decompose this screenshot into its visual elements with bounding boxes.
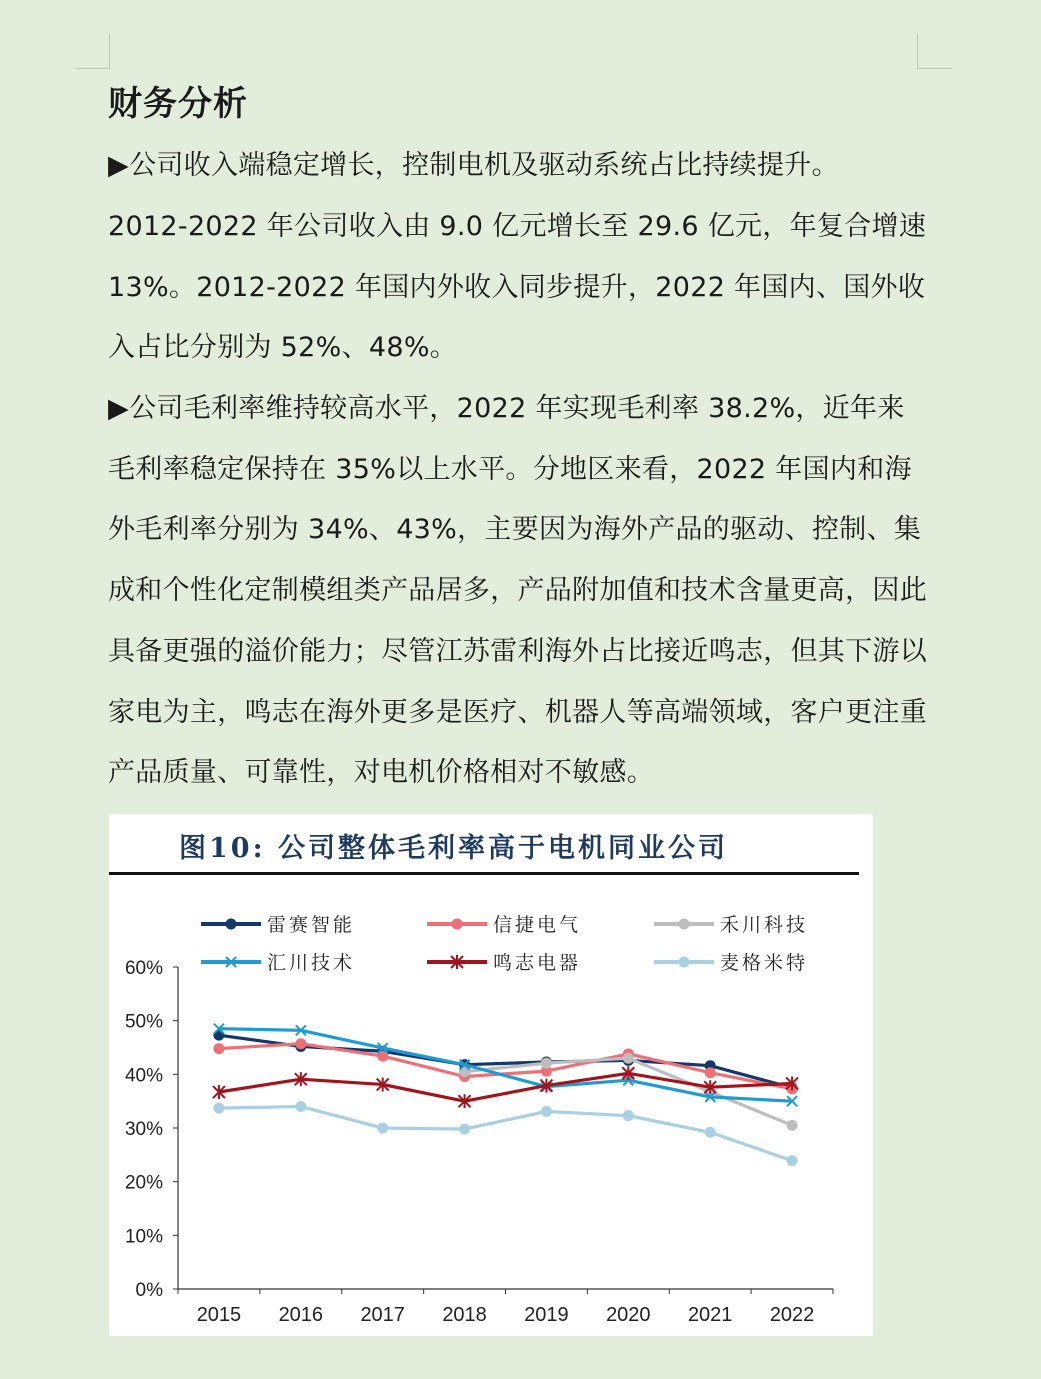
- x-tick-label: 2020: [606, 1304, 651, 1326]
- data-point: [295, 1038, 306, 1049]
- legend-label: 雷赛智能: [267, 914, 356, 936]
- legend-label: 禾川科技: [720, 914, 809, 936]
- chart-figure: [109, 814, 873, 1336]
- data-point: [541, 1058, 552, 1069]
- x-tick-label: 2016: [278, 1304, 324, 1326]
- y-tick-label: 60%: [124, 958, 163, 979]
- data-point: [787, 1120, 798, 1131]
- data-point: [705, 1067, 716, 1078]
- paragraph-1: ▶公司收入端稳定增长，控制电机及驱动系统占比持续提升。: [108, 150, 839, 181]
- y-tick-label: 0%: [135, 1280, 163, 1301]
- y-tick-label: 30%: [124, 1119, 163, 1140]
- legend-marker: [452, 919, 463, 930]
- line-chart: [109, 814, 873, 1336]
- x-tick-label: 2015: [196, 1304, 242, 1326]
- data-point: [295, 1101, 306, 1112]
- legend-label: 麦格米特: [720, 952, 809, 974]
- legend-label: 鸣志电器: [493, 952, 582, 974]
- y-tick-label: 10%: [124, 1226, 163, 1248]
- paragraph-3: ▶公司毛利率维持较高水平，2022 年实现毛利率 38.2%，近年来毛利率稳定保持在 35%以上水平。分地区来看，2022 年国内和海外毛利率分别为 34%、43%，主要因为海外产品的驱动、控制、集成和个性化定制模组类产品居多，产品附加值和技术含量更高，因此具备更强的溢价能力；尽管江苏雷利海外占比接近鸣志，但其下游以家电为主，鸣志在海外更多是医疗、机器人等高端领域，客户更注重产品质量、可靠性，对电机价格相对不敏感。: [108, 393, 927, 789]
- y-tick-label: 20%: [124, 1172, 163, 1194]
- legend-label: 汇川技术: [267, 952, 356, 974]
- x-tick-label: 2018: [442, 1304, 487, 1326]
- x-tick-label: 2017: [360, 1304, 405, 1326]
- paragraph-2: 2012-2022 年公司收入由 9.0 亿元增长至 29.6 亿元，年复合增速 13%。2012-2022 年国内外收入同步提升，2022 年国内、国外收入占比分别为 52%、48%。: [108, 211, 927, 364]
- data-point: [377, 1123, 388, 1134]
- data-point: [623, 1053, 634, 1064]
- legend-marker: [679, 919, 690, 930]
- data-point: [459, 1124, 470, 1135]
- data-point: [213, 1043, 224, 1054]
- data-point: [541, 1106, 552, 1117]
- y-tick-label: 50%: [124, 1011, 163, 1033]
- data-point: [213, 1103, 224, 1114]
- corner-mark-top-left: [75, 34, 110, 69]
- x-tick-label: 2022: [769, 1304, 815, 1326]
- chart-title: 图10: 公司整体毛利率高于电机同业公司: [179, 833, 728, 864]
- y-tick-label: 40%: [124, 1065, 163, 1087]
- legend-label: 信捷电气: [493, 914, 582, 936]
- data-point: [705, 1127, 716, 1138]
- corner-mark-top-right: [917, 34, 952, 69]
- x-tick-label: 2019: [524, 1304, 569, 1326]
- x-tick-label: 2021: [687, 1304, 733, 1326]
- data-point: [787, 1155, 798, 1166]
- legend-marker: [226, 919, 237, 930]
- section-heading: 财务分析: [108, 84, 248, 124]
- legend-marker: [679, 957, 690, 968]
- data-point: [623, 1110, 634, 1121]
